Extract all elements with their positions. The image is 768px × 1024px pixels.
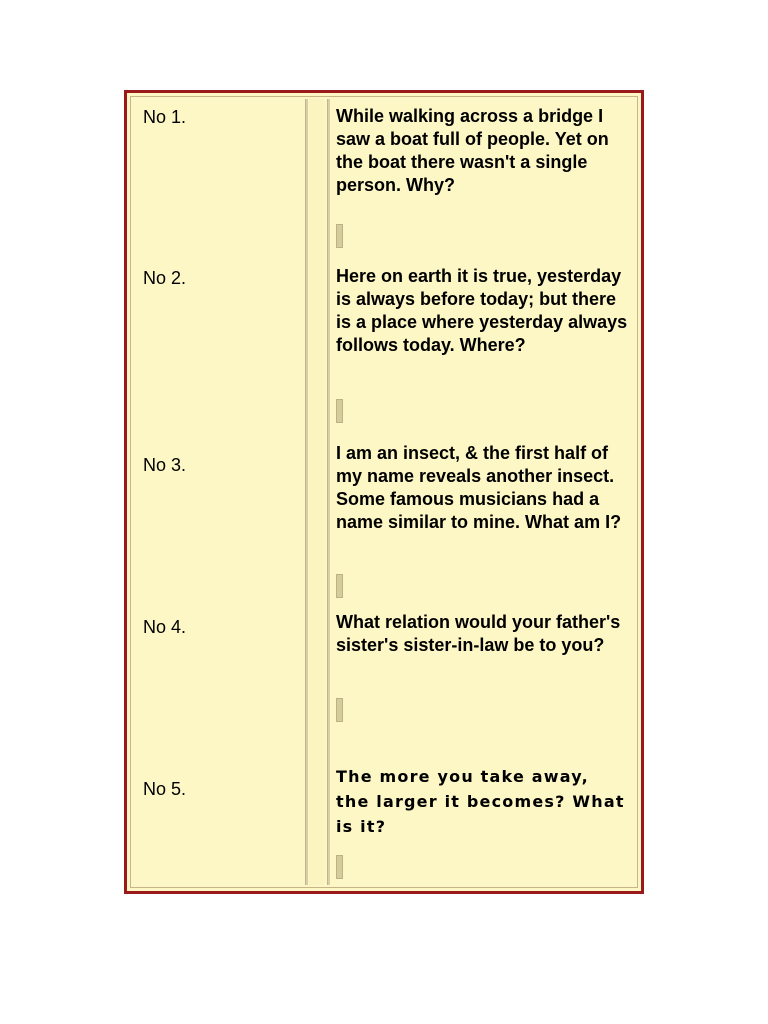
answer-marker-1 xyxy=(336,224,343,248)
column-divider-right xyxy=(327,99,330,885)
column-divider-left xyxy=(305,99,308,885)
column-gap xyxy=(309,99,325,885)
riddle-5-number: No 5. xyxy=(143,779,187,799)
riddle-2-number: No 2. xyxy=(143,268,187,288)
riddle-5-text: The more you take away, the larger it becomes? What is it? xyxy=(336,767,625,836)
riddle-3-number: No 3. xyxy=(143,455,187,475)
riddle-1-number: No 1. xyxy=(143,107,187,127)
riddle-table xyxy=(124,90,644,894)
riddle-4-number: No 4. xyxy=(143,617,187,637)
answer-marker-2 xyxy=(336,399,343,423)
riddle-4-text: What relation would your father's sister's sister-in-law be to you? xyxy=(336,612,621,655)
riddle-3-text: I am an insect, & the first half of my name reveals another insect. Some famous musicians had a name similar to mine. What am I? xyxy=(336,443,622,532)
answer-marker-5 xyxy=(336,855,343,879)
riddle-2-text: Here on earth it is true, yesterday is always before today; but there is a place where yesterday always follows today. Where? xyxy=(336,266,628,355)
riddle-1-text: While walking across a bridge I saw a boat full of people. Yet on the boat there wasn't a single person. Why? xyxy=(336,106,609,195)
answer-marker-4 xyxy=(336,698,343,722)
answer-marker-3 xyxy=(336,574,343,598)
